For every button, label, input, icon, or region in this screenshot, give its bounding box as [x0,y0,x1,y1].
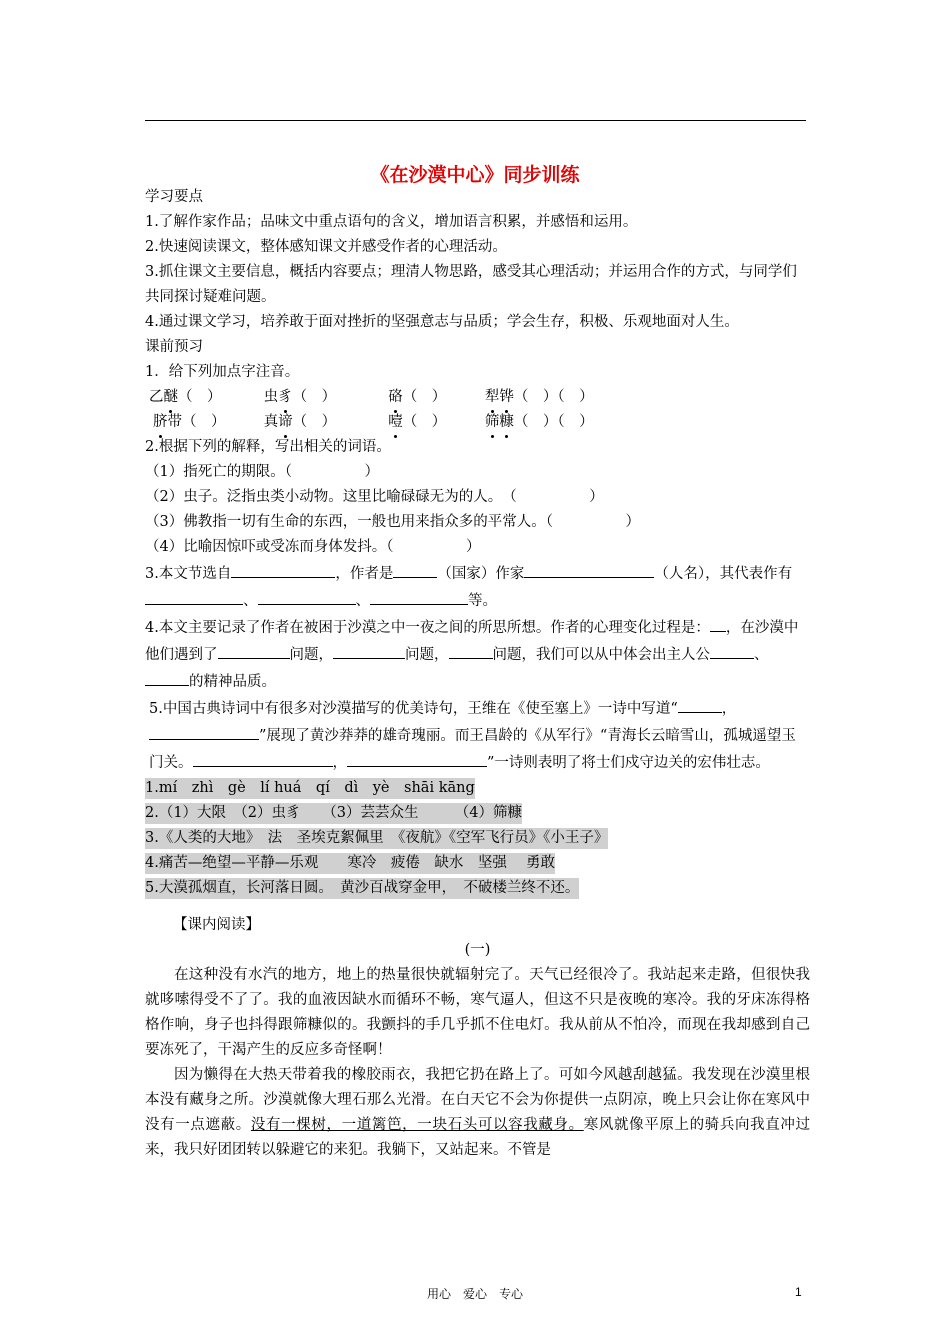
text: 问题， [405,647,449,663]
blank: （ ） [292,414,337,430]
text: （人名），其代表作有 [654,566,793,582]
dotted-char: 噎 [388,410,403,435]
answer-blank [678,695,722,713]
header-rule [145,120,806,121]
text: ”一诗则表明了将士们戍守边关的宏伟壮志。 [487,755,770,771]
reading-paragraph-1: 在这种没有水汽的地方，地上的热量很快就辐射完了。天气已经很冷了。我站起来走路，但很快我就哆嗦得受不了了。我的血液因缺水而循环不畅，寒气逼人，但这不只是夜晚的寒冷。我的牙床冻得格格作响，身子也抖得跟筛糠似的。我颤抖的手几乎抓不住电灯。我从前从不怕冷，而现在我却感到自己要冻死了，干渴产生的反应多奇怪啊！ [145,967,810,1058]
study-point-2: 2.快速阅读课文，整体感知课文并感受作者的心理活动。 [145,239,507,255]
dotted-char: 筛 [485,410,500,435]
text: 问题， [289,647,333,663]
answer-line-2: 2.（1）大限 （2）虫豸 （3）芸芸众生 （4）筛糠 [145,803,522,824]
text: （国家）作家 [437,566,525,582]
reading-part-label: (一) [464,942,491,958]
answer-blank [145,668,189,686]
study-point-3: 3.抓住课文主要信息，概括内容要点；理清人物思路，感受其心理活动；并运用合作的方式，与同学们共同探讨疑难问题。 [145,264,797,305]
blank: （ ）（ ） [513,414,594,430]
pinyin-row-2 [145,410,810,435]
question-2: 2.根据下列的解释，写出相关的词语。 [145,439,391,455]
question-3 [145,560,810,614]
study-point-1: 1.了解作家作品；品味文中重点语句的含义，增加语言积累，并感悟和运用。 [145,214,638,230]
text: ，在沙漠中他们遇到了 [145,620,799,663]
answer-line-3: 3.《人类的大地》 法 圣埃克絮佩里 《夜航》《空军飞行员》《小王子》 [145,828,608,849]
text: 、 [243,593,258,609]
page-number: 1 [795,1285,802,1299]
section-heading-study-points: 学习要点 [145,189,203,205]
blank: 带（ ） [167,414,226,430]
text: ，作者是 [335,566,394,582]
dotted-char: 糠 [499,410,514,435]
text: 问题，我们可以从中体会出主人公 [492,647,710,663]
section-heading-reading: 【课内阅读】 [173,917,260,933]
text: 4.本文主要记录了作者在被困于沙漠之中一夜之间的所思所想。作者的心理变化过程是： [145,620,710,636]
answer-blank [218,641,290,659]
text: 等。 [468,593,497,609]
text: 3.本文节选自 [145,566,232,582]
pinyin-row-1 [145,385,810,410]
char: 真 [263,414,279,430]
reading-paragraph-2 [145,1063,810,1163]
page-footer: 用心 爱心 专心 [426,1287,523,1301]
text: 、 [355,593,370,609]
blank: （ ） [178,389,222,405]
answer-blank [449,641,493,659]
study-point-4: 4.通过课文学习，培养敢于面对挫折的坚强意志与品质；学会生存，积极、乐观地面对人生。 [145,314,739,330]
blank: （ ） [402,389,447,405]
text: 5.中国古典诗词中有很多对沙漠描写的优美诗句，王维在《使至塞上》一诗中写道“ [149,701,678,717]
answer-line-4: 4.痛苦—绝望—平静—乐观 寒冷 疲倦 缺水 坚强 勇敢 [145,853,555,874]
blank: （ ）（ ） [513,389,594,405]
answer-blank [524,560,654,578]
answer-blank [370,587,468,605]
dotted-char: 犁 [485,385,500,410]
document-title: 《在沙漠中心》同步训练 [370,164,580,186]
dotted-char: 醚 [164,385,179,410]
answer-blank [393,560,437,578]
dotted-char: 谛 [278,410,293,435]
question-4 [145,614,810,695]
dotted-char: 硌 [388,385,403,410]
question-2-item-2: （2）虫子。泛指虫类小动物。这里比喻碌碌无为的人。 （ ） [145,489,604,505]
answer-line-5: 5.大漠孤烟直，长河落日圆。 黄沙百战穿金甲， 不破楼兰终不还。 [145,878,579,899]
text: ”展现了黄沙莽莽的雄奇瑰丽。而王昌龄的《从军行》“青海长云暗雪山，孤城遥望玉门关。 [149,728,796,771]
answer-key [145,776,810,901]
answer-blank [145,587,243,605]
answer-blank [347,749,487,767]
answer-blank [710,641,754,659]
question-5 [145,695,810,776]
char: 乙 [149,389,164,405]
question-2-item-1: （1）指死亡的期限。（ ） [145,464,379,480]
question-2-item-4: （4）比喻因惊吓或受冻而身体发抖。（ ） [145,539,481,555]
answer-blank [333,641,405,659]
answer-blank [149,722,259,740]
blank: （ ） [402,414,447,430]
question-1: 1．给下列加点字注音。 [145,364,300,380]
text: 寒风就像平原上的骑兵向我直冲过来，我只好团团转以躲避它的来犯。我躺下，又站起来。不管是 [145,1117,811,1158]
text: 的精神品质。 [189,674,276,690]
section-heading-preview: 课前预习 [145,339,203,355]
underlined-sentence: 没有一棵树，一道篱笆，一块石头可以容我藏身。 [250,1117,584,1133]
dotted-char: 铧 [499,385,514,410]
text: ， [332,755,347,771]
answer-blank [231,560,335,578]
dotted-char: 脐 [153,410,168,435]
question-2-item-3: （3）佛教指一切有生命的东西，一般也用来指众多的平常人。（ ） [145,514,640,530]
text: 、 [754,647,769,663]
dotted-char: 豸 [278,385,293,410]
text: 因为懒得在大热天带着我的橡胶雨衣，我把它扔在路上了。可如今风越刮越猛。我发现在沙漠里根本没有藏身之所。沙漠就像大理石那么光滑。在白天它不会为你提供一点阴凉，晚上只会让你在寒风中没有一点遮蔽。 [145,1067,810,1133]
blank: （ ） [292,389,337,405]
answer-blank [710,614,726,632]
answer-line-1: 1.mí zhì gè lí huá qí dì yè shāi kāng [145,778,475,799]
text: ， [721,701,737,717]
answer-blank [258,587,356,605]
answer-blank [193,749,333,767]
char: 虫 [263,389,279,405]
document-body [145,185,810,1163]
